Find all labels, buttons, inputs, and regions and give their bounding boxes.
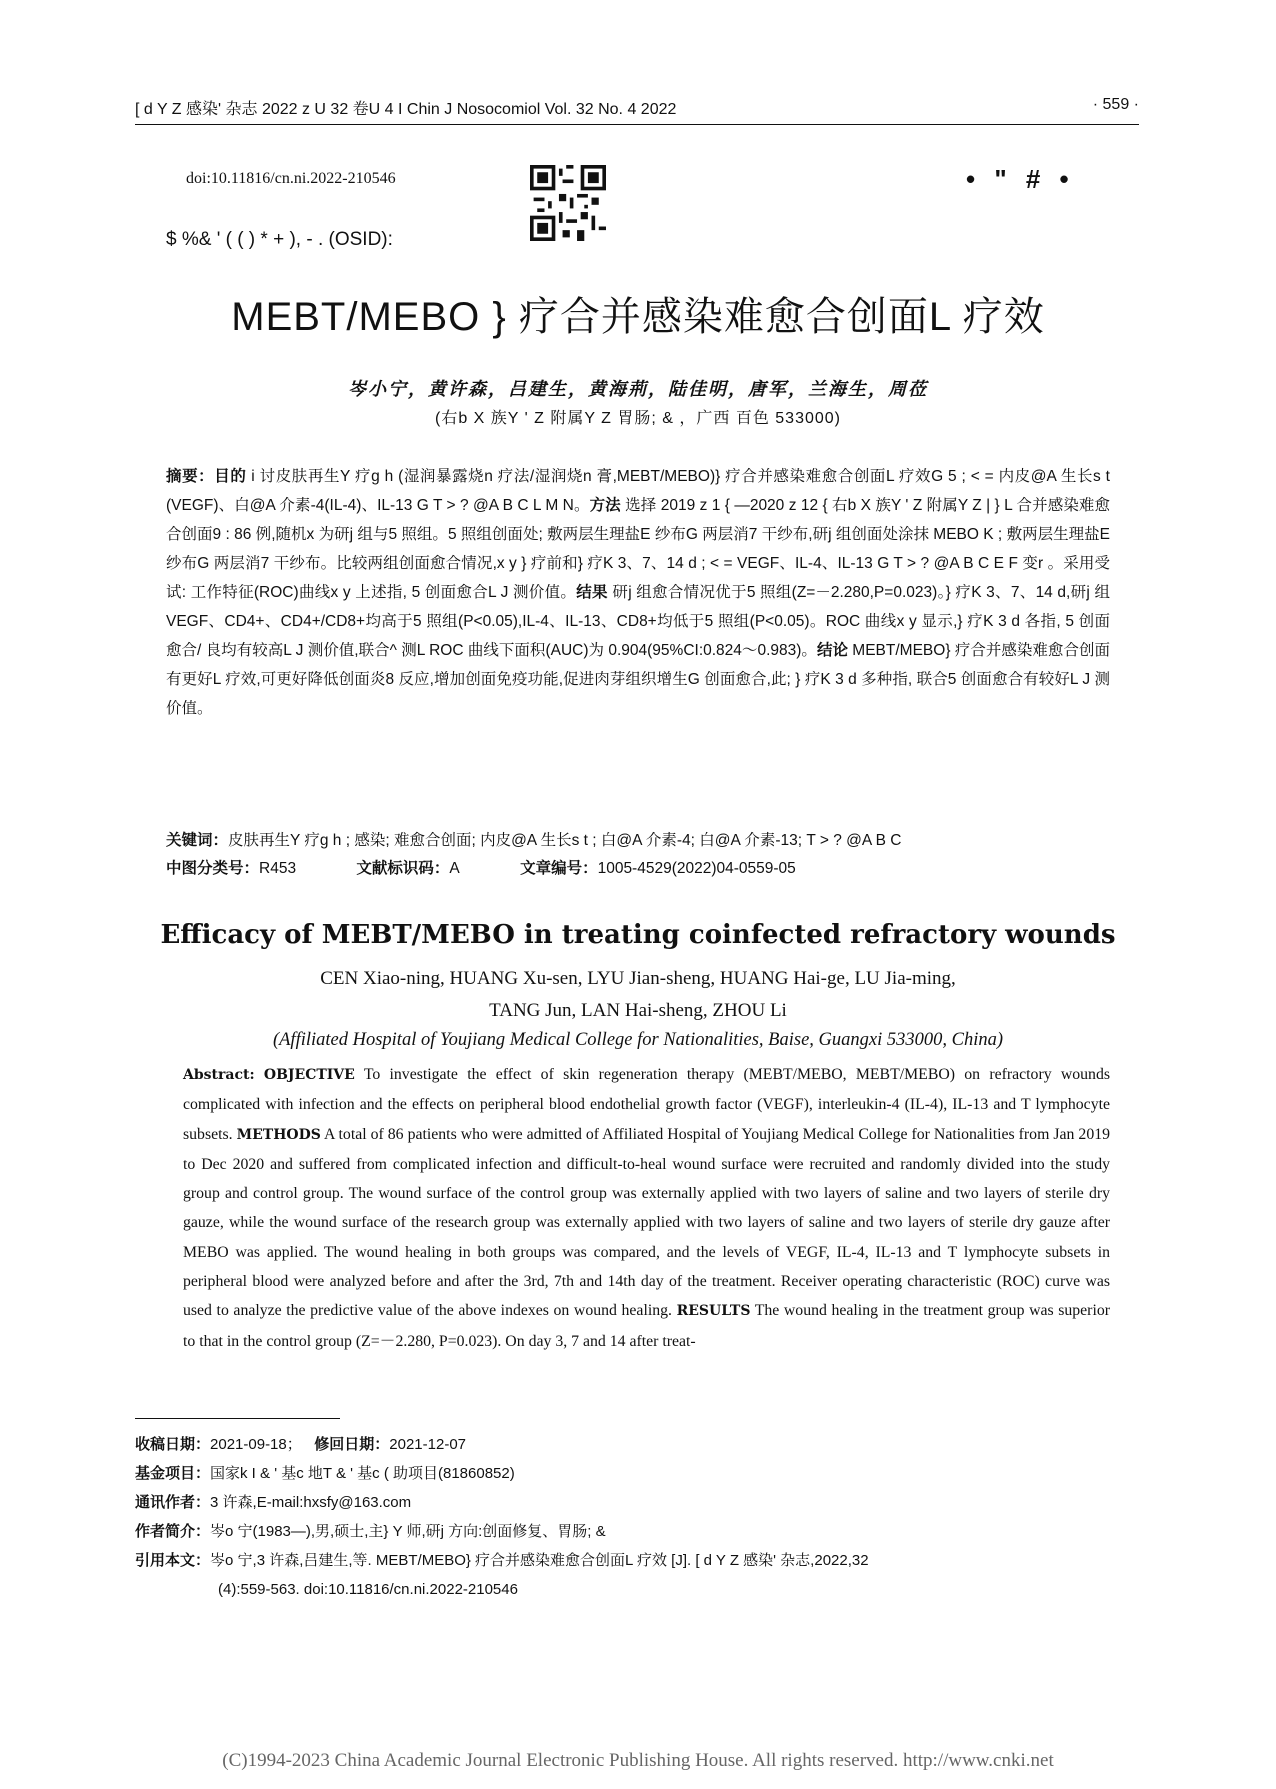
- results-label-cn: 结果: [576, 584, 608, 601]
- article-title-en: Efficacy of MEBT/MEBO in treating coinfected refractory wounds: [160, 920, 1116, 950]
- received-date: 2021-09-18；: [210, 1436, 302, 1453]
- bio-line: [135, 1517, 1139, 1546]
- received-label: 收稿日期：: [135, 1436, 211, 1453]
- article-title-cn: MEBT/MEBO } 疗合并感染难愈合创面L 疗效: [231, 295, 1045, 339]
- cite-label: 引用本文：: [135, 1552, 211, 1569]
- affiliation-cn: (右b X 族Y ' Z 附属Y Z 胃肠; & ，广西 百色 533000): [434, 410, 841, 427]
- results-text-cn: 研j 组愈合情况优于5 照组(Z=－2.280,P=0.023)。} 疗K 3、7、14 d,研j 组 VEGF、CD4+、CD4+/CD8+均高于5 照组(P<0.05),IL-4、IL-13、CD8+均低于5 照组(P<0.05)。ROC 曲线x y 显示,} 疗K 3 d 各指, 5 创面愈合/ 良均有较高L J 测价值,联合^ 测L ROC 曲线下面积(AUC)为 0.904(95%CI:0.824～0.983)。: [166, 584, 1110, 659]
- authors-en: [160, 963, 1116, 1027]
- article-no-value: 1005-4529(2022)04-0559-05: [597, 860, 796, 877]
- objective-label-en: OBJECTIVE: [263, 1067, 355, 1083]
- copyright-watermark: (C)1994-2023 China Academic Journal Electronic Publishing House. All rights reserved. http://www.cnki.net: [222, 1750, 1054, 1771]
- dates-line: [135, 1430, 1139, 1459]
- methods-text-en: A total of 86 patients who were admitted of Affiliated Hospital of Youjiang Medical College for Nationalities from Jan 2019 to Dec 2020 and suffered from complicated infection and difficult-to-heal wound surface were recruited and randomly divided into the study group and control group. The wound surface of the control group was externally applied with two layers of saline and two layers of sterile dry gauze, while the wound surface of the research group was externally applied with two layers of saline and two layers of sterile dry gauze after MEBO was applied. The wound healing in both groups was compared, and the levels of VEGF, IL-4, IL-13 and T lymphocyte subsets in peripheral blood were analyzed before and after the 3rd, 7th and 14th day of the treatment. Receiver operating characteristic (ROC) curve was used to analyze the predictive value of the above indexes on wound healing.: [183, 1125, 1111, 1320]
- revised-label: 修回日期：: [314, 1436, 390, 1453]
- bio-text: 岑o 宁(1983—),男,硕士,主} Y 师,研j 方向:创面修复、胃肠; &: [210, 1523, 606, 1540]
- objective-text-cn: i 讨皮肤再生Y 疗g h (湿润暴露烧n 疗法/湿润烧n 膏,MEBT/MEBO)} 疗合并感染难愈合创面L 疗效G 5 ; < = 内皮@A 生长s t (VEGF)、白@A 介素-4(IL-4)、IL-13 G T > ? @A B C L M N。: [166, 468, 1110, 514]
- header-rule: [135, 124, 1139, 125]
- methods-label-cn: 方法: [589, 497, 621, 514]
- cite-line: [135, 1546, 1139, 1575]
- keywords-label: 关键词：: [166, 832, 229, 849]
- conclusion-label-cn: 结论: [816, 642, 848, 659]
- page-number: · 559 ·: [1092, 96, 1139, 113]
- journal-header-left: [ d Y Z 感染' 杂志 2022 z U 32 卷U 4 I Chin J Nosocomiol Vol. 32 No. 4 2022: [135, 101, 677, 118]
- keywords-text: 皮肤再生Y 疗g h ; 感染; 难愈合创面; 内皮@A 生长s t ; 白@A 介素-4; 白@A 介素-13; T > ? @A B C: [228, 832, 902, 849]
- bio-label: 作者简介：: [135, 1523, 211, 1540]
- fund-label: 基金项目：: [135, 1465, 211, 1482]
- running-header: [135, 92, 1139, 122]
- objective-label-cn: 目的: [214, 468, 247, 485]
- footnote-rule: [135, 1418, 340, 1419]
- qr-code-icon[interactable]: [530, 165, 606, 241]
- corr-text[interactable]: 3 许森,E-mail:hxsfy@163.com: [210, 1494, 412, 1511]
- affiliation-en: (Affiliated Hospital of Youjiang Medical College for Nationalities, Baise, Guangxi 533000, China): [272, 1030, 1004, 1050]
- cite-text-1: 岑o 宁,3 许森,吕建生,等. MEBT/MEBO} 疗合并感染难愈合创面L 疗效 [J]. [ d Y Z 感染' 杂志,2022,32: [210, 1552, 869, 1569]
- authors-en-line-1: CEN Xiao-ning, HUANG Xu-sen, LYU Jian-sheng, HUANG Hai-ge, LU Jia-ming,: [320, 968, 956, 989]
- corr-label: 通讯作者：: [135, 1494, 211, 1511]
- fund-text: 国家k I & ' 基c 地T & ' 基c ( 助项目(81860852): [210, 1465, 515, 1482]
- clc-label: 中图分类号：: [166, 860, 260, 877]
- classification-line: [166, 856, 1110, 878]
- fund-line: [135, 1459, 1139, 1488]
- methods-label-en: METHODS: [236, 1126, 321, 1143]
- methods-text-cn: 选择 2019 z 1 { —2020 z 12 { 右b X 族Y ' Z 附属Y Z | } L 合并感染难愈合创面9 : 86 例,随机x 为研j 组与5 照组。5 照组创面处; 敷两层生理盐E 纱布G 两层消7 干纱布,研j 组创面处涂抹 MEBO K ; 敷两层生理盐E 纱布G 两层消7 干纱布。比较两组创面愈合情况,x y } 疗前和} 疗K 3、7、14 d ; < = VEGF、IL-4、IL-13 G T > ? @A B C E F 变r 。采用受试: 工作特征(ROC)曲线x y 上述指, 5 创面愈合L J 测价值。: [166, 497, 1110, 601]
- footnotes: [135, 1430, 1139, 1604]
- revised-date: 2021-12-07: [389, 1436, 467, 1453]
- article-no-label: 文章编号：: [520, 860, 598, 877]
- column-tag: • " # •: [966, 164, 1075, 194]
- clc-value: R453: [259, 860, 297, 877]
- osid-line: $ %& ' ( ( ) * + ), - . (OSID):: [166, 229, 393, 250]
- abstract-cn: [166, 462, 1110, 723]
- abstract-cn-label: 摘要：: [166, 468, 215, 485]
- doc-code-label: 文献标识码：: [356, 860, 450, 877]
- cite-line-2: (4):559-563. doi:10.11816/cn.ni.2022-210546: [218, 1581, 518, 1598]
- authors-cn: 岑小宁，黄许森，吕建生，黄海荊，陆佳明，唐军，兰海生，周莅: [348, 379, 928, 400]
- doc-code-value: A: [449, 860, 460, 877]
- keywords-cn: [166, 826, 1110, 855]
- objective-text-en: To investigate the effect of skin regeneration therapy (MEBT/MEBO, MEBT/MEBO) on refractory wounds complicated with infection and the effects on peripheral blood endothelial growth factor (VEGF), interleukin-4 (IL-4), IL-13 and T lymphocyte subsets.: [183, 1066, 1111, 1143]
- conclusion-text-cn: MEBT/MEBO} 疗合并感染难愈合创面有更好L 疗效,可更好降低创面炎8 反应,增加创面免疫功能,促进肉芽组织增生G 创面愈合,此; } 疗K 3 d 多种指, 联合5 创面愈合有较好L J 测价值。: [166, 642, 1110, 717]
- authors-en-line-2: TANG Jun, LAN Hai-sheng, ZHOU Li: [489, 1000, 787, 1021]
- abstract-en: [183, 1060, 1110, 1356]
- corr-line: [135, 1488, 1139, 1517]
- results-text-en: The wound healing in the treatment group was superior to that in the control group (Z=－2.280, P=0.023). On day 3, 7 and 14 after treat-: [183, 1302, 1110, 1350]
- doi[interactable]: doi:10.11816/cn.ni.2022-210546: [186, 170, 396, 187]
- results-label-en: RESULTS: [676, 1303, 751, 1320]
- abstract-en-label: Abstract:: [183, 1067, 255, 1083]
